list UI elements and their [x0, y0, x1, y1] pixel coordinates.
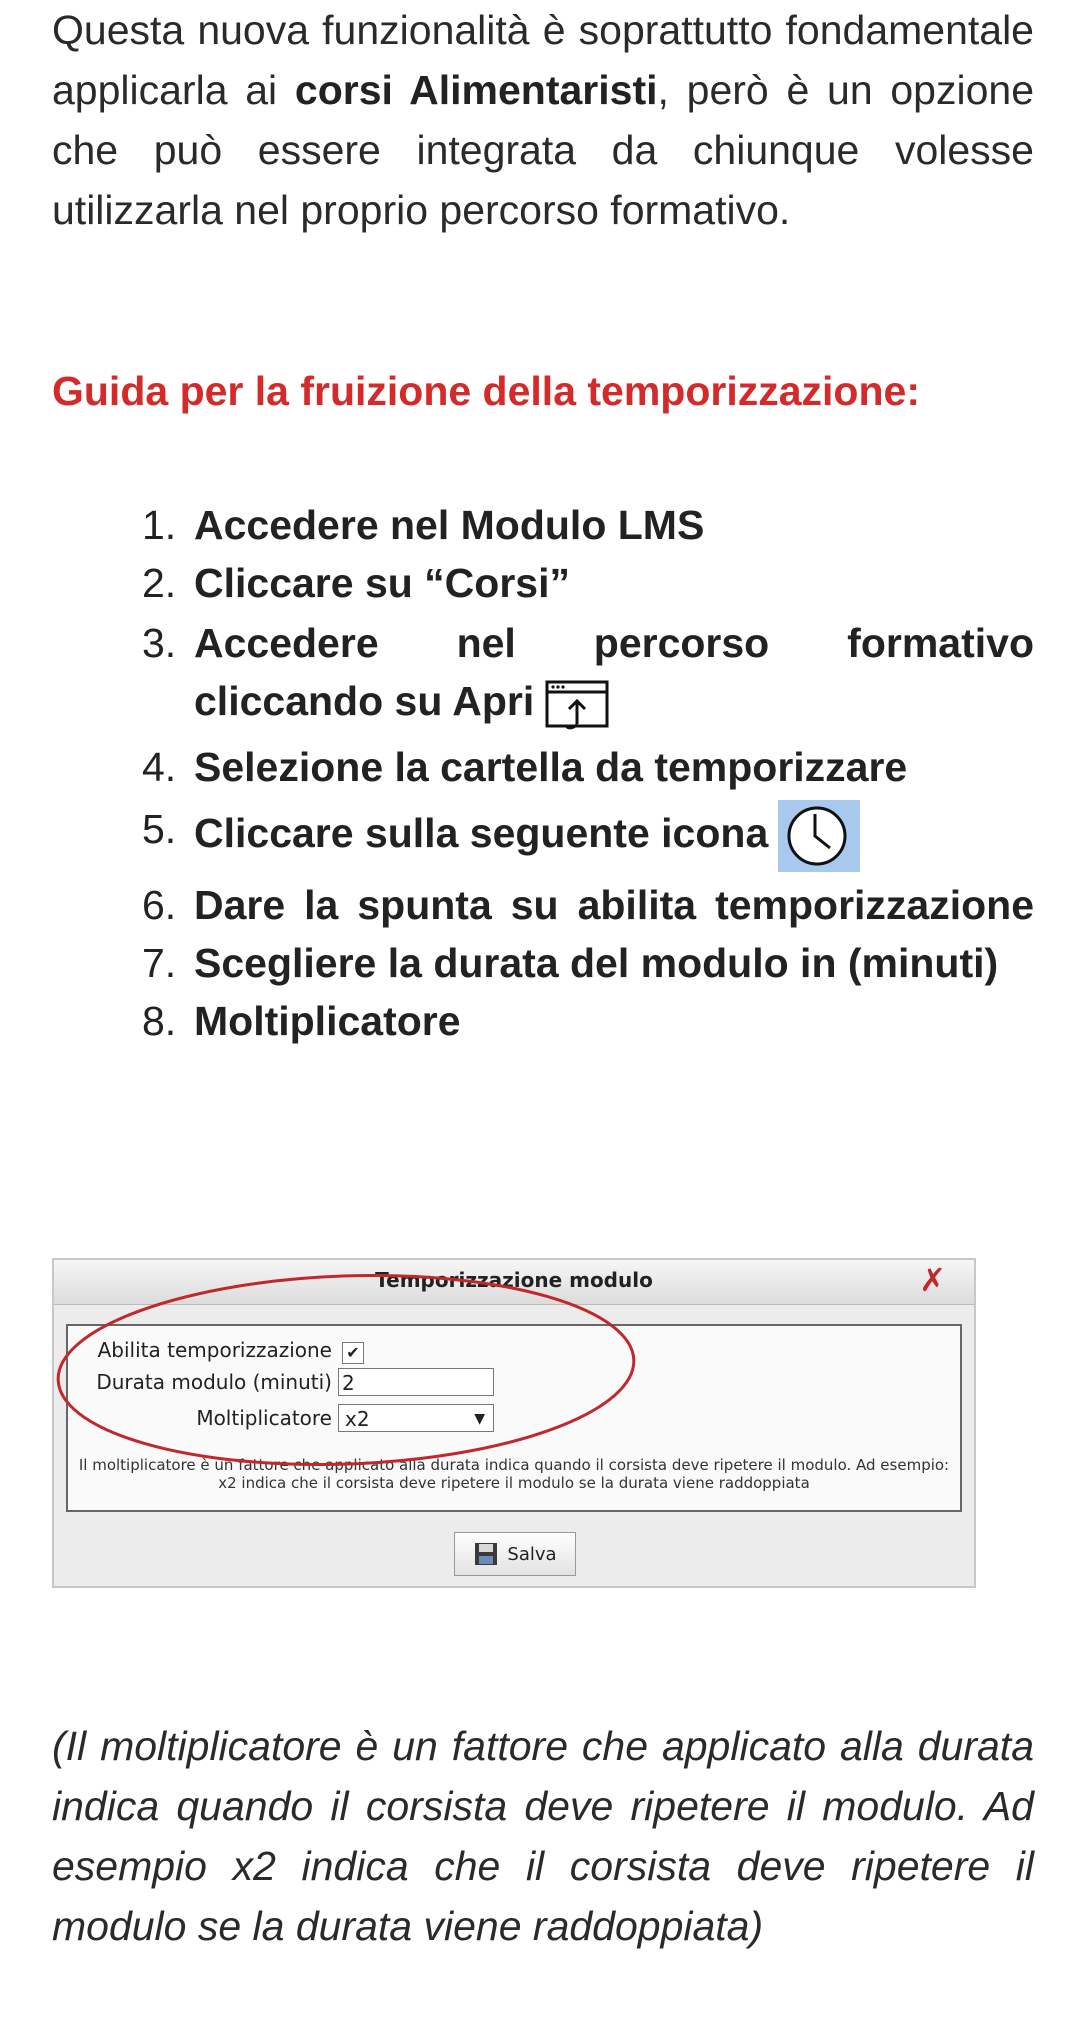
chevron-down-icon: ▼ [474, 1411, 485, 1427]
intro-bold-text: corsi Alimentaristi [294, 67, 658, 113]
multiplier-value: x2 [345, 1407, 370, 1431]
outro-paragraph: (Il moltiplicatore è un fattore che applicato alla durata indica quando il corsista deve ripetere il modulo. Ad esempio x2 indica che il corsista deve ripetere il modulo se la durata viene raddoppiata) [52, 1723, 1034, 1949]
step-text: Moltiplicatore [194, 998, 461, 1045]
close-x-icon[interactable]: ✗ [919, 1261, 946, 1299]
intro-paragraph [52, 0, 1034, 240]
step-number: 2. [142, 560, 177, 606]
step-number: 7. [142, 940, 177, 987]
step-text: Accedere nel percorso formativo cliccando su Apri [194, 620, 1034, 724]
step-number: 8. [142, 998, 177, 1045]
clock-icon [778, 800, 860, 872]
step-item [142, 800, 1034, 872]
dialog-title: Temporizzazione modulo [375, 1268, 653, 1292]
step-number: 5. [142, 806, 177, 853]
save-disk-icon [473, 1541, 499, 1567]
enable-checkbox[interactable] [342, 1342, 364, 1364]
duration-row [68, 1368, 960, 1398]
step-item [142, 876, 1034, 934]
step-number: 1. [142, 502, 177, 548]
step-item [142, 614, 1034, 730]
multiplier-select[interactable] [338, 1404, 494, 1432]
dialog-header [54, 1260, 974, 1305]
step-item [142, 992, 1034, 1050]
check-mark-icon: ✔ [346, 1343, 360, 1362]
save-button[interactable] [454, 1532, 576, 1576]
step-number: 4. [142, 744, 177, 791]
steps-list [142, 496, 1034, 1050]
step-text: Selezione la cartella da temporizzare [194, 744, 908, 791]
duration-label: Durata modulo (minuti) [96, 1370, 332, 1394]
step-item [142, 554, 1034, 612]
enable-row [68, 1338, 960, 1368]
intro-text-end: , però è un opzione che può essere integrata da chiunque volesse utilizzarla nel proprio percorso formativo. [52, 67, 1034, 233]
step-item [142, 738, 1034, 796]
step-text: Scegliere la durata del modulo in (minuti) [194, 940, 999, 987]
multiplier-label: Moltiplicatore [196, 1406, 332, 1430]
step-text: Dare la spunta su abilita temporizzazione [194, 882, 1034, 929]
enable-label: Abilita temporizzazione [97, 1338, 332, 1362]
save-label: Salva [507, 1543, 557, 1565]
step-number: 3. [142, 620, 177, 666]
dialog-form [66, 1324, 962, 1512]
step-text-with-icon [194, 800, 1034, 872]
temporization-dialog [52, 1258, 976, 1588]
open-window-icon [544, 678, 610, 730]
guide-title: Guida per la fruizione della temporizzazione: [52, 368, 920, 414]
step-number: 6. [142, 882, 177, 929]
step-text-with-icon [194, 614, 1034, 730]
duration-input[interactable]: 2 [338, 1368, 494, 1396]
multiplier-note: Il moltiplicatore è un fattore che applicato alla durata indica quando il corsista deve ripetere il modulo. Ad esempio: x2 indica che il corsista deve ripetere il modulo se la durata viene raddoppiata [78, 1456, 950, 1492]
multiplier-row [68, 1404, 960, 1434]
step-text: Cliccare su “Corsi” [194, 560, 570, 606]
step-item [142, 496, 1034, 554]
step-item [142, 934, 1034, 992]
step-text: Accedere nel Modulo LMS [194, 502, 705, 548]
step-text: Cliccare sulla seguente icona [194, 810, 769, 856]
intro-text: Questa nuova funzionalità è soprattutto fondamentale applicarla ai [52, 7, 1034, 113]
